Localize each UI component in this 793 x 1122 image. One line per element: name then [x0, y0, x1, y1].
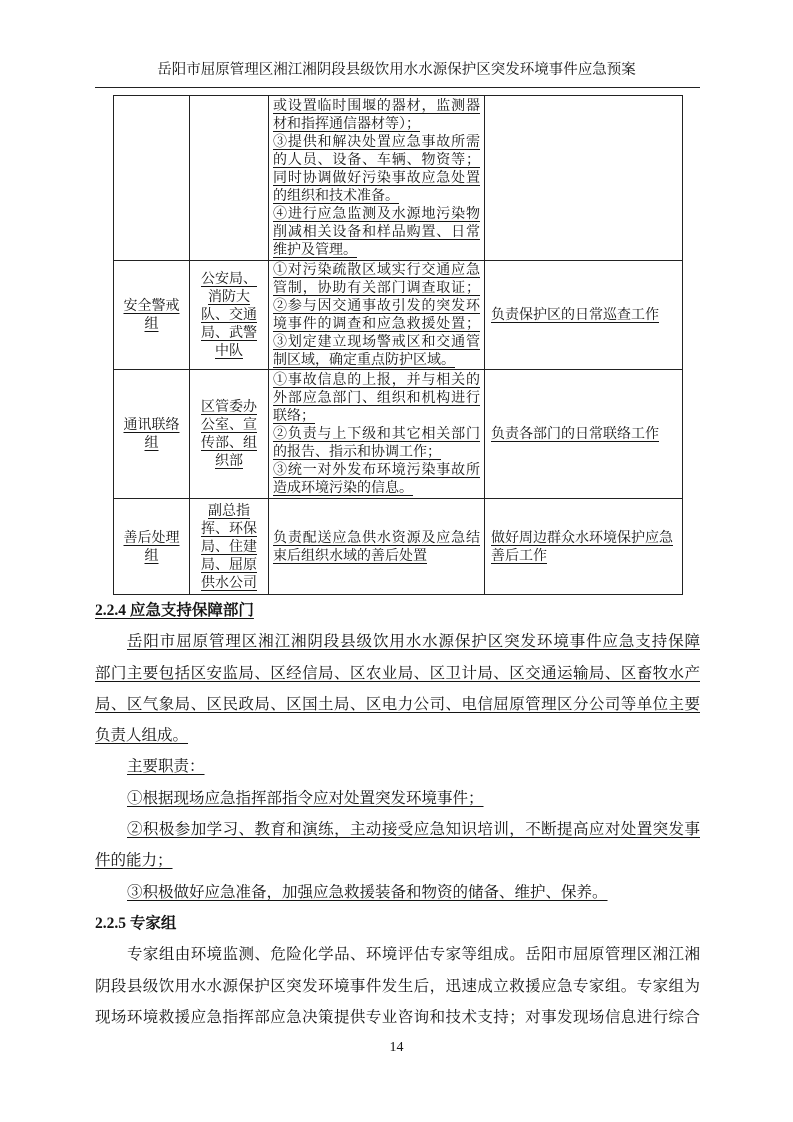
paragraph-line: 阴段县级饮用水水源保护区突发环境事件发生后，迅速成立救援应急专家组。专家组为	[95, 976, 700, 995]
section-heading: 2.2.4 应急支持保障部门	[95, 602, 254, 619]
duty-item-line: ③积极做好应急准备，加强应急救援装备和物资的储备、维护、保养。	[127, 882, 608, 901]
duties-line: ①对污染疏散区域实行交通应急	[273, 262, 480, 278]
duties-cell	[269, 261, 485, 370]
duties-cell	[269, 96, 485, 261]
departments-cell	[190, 499, 269, 595]
departments-line: 中队	[215, 343, 243, 359]
duties-cell	[269, 370, 485, 499]
paragraph-line: 专家组由环境监测、危险化学品、环境评估专家等组成。岳阳市屈原管理区湘江湘	[127, 945, 700, 964]
group-name-line: 组	[144, 435, 159, 451]
routine-cell	[485, 499, 683, 595]
table-row	[114, 499, 683, 595]
group-name-line: 善后处理	[123, 529, 180, 546]
body-sections	[95, 595, 700, 1033]
header-rule	[95, 87, 700, 88]
departments-cell	[190, 96, 269, 261]
routine-duty-line: 做好周边群众水环境保护应急	[491, 529, 673, 546]
duty-item-line: 件的能力；	[95, 851, 173, 870]
table-row	[114, 370, 683, 499]
duties-title: 主要职责：	[127, 757, 205, 776]
table-row	[114, 96, 683, 261]
duties-line: ③提供和解决处置应急事故所需	[273, 134, 480, 150]
departments-line: 副总指	[208, 502, 250, 519]
duties-line: ②负责与上下级和其它相关部门	[273, 426, 480, 442]
paragraph-line: 负责人组成。	[95, 726, 189, 745]
duties-line: 的组织和技术准备。	[273, 188, 399, 204]
group-cell	[114, 499, 190, 595]
departments-line: 织部	[215, 453, 243, 469]
departments-line: 局、住建	[201, 538, 257, 555]
duties-line: 境事件的调查和应急救援处置；	[273, 316, 480, 332]
departments-line: 公室、宣	[201, 417, 257, 433]
group-name-line: 安全警戒	[123, 298, 180, 314]
departments-line: 区管委办	[201, 399, 257, 415]
routine-cell	[485, 370, 683, 499]
duty-table	[113, 95, 683, 595]
paragraph-line: 现场环境救援应急指挥部应急决策提供专业咨询和技术支持；对事发现场信息进行综合	[95, 1007, 700, 1026]
duties-line: 的报告、指示和协调工作；	[273, 444, 441, 460]
paragraph-line: 部门主要包括区安监局、区经信局、区农业局、区卫计局、区交通运输局、区畜牧水产	[95, 663, 700, 682]
duties-cell	[269, 499, 485, 595]
duties-line: 联络；	[273, 408, 315, 424]
departments-cell	[190, 261, 269, 370]
duties-line: ②参与因交通事故引发的突发环	[273, 298, 480, 314]
group-name-line: 通讯联络	[123, 417, 180, 433]
duties-line: ③统一对外发布环境污染事故所	[273, 462, 480, 478]
duties-line: ③划定建立现场警戒区和交通管	[273, 334, 480, 350]
routine-duty-line: 善后工作	[491, 547, 547, 564]
group-cell	[114, 370, 190, 499]
duties-line: 制区域，确定重点防护区域。	[273, 352, 455, 368]
table-row	[114, 261, 683, 370]
departments-line: 挥、环保	[201, 520, 257, 537]
departments-line: 队、交通	[201, 307, 257, 323]
duties-line: 的人员、设备、车辆、物资等；	[273, 152, 480, 168]
duty-item-line: ①根据现场应急指挥部指令应对处置突发环境事件；	[127, 788, 484, 807]
header-title: 岳阳市屈原管理区湘江湘阴段县级饮用水水源保护区突发环境事件应急预案	[157, 62, 636, 78]
routine-duty-line: 负责保护区的日常巡查工作	[491, 307, 659, 323]
departments-line: 供水公司	[201, 574, 257, 591]
departments-line: 局、屈原	[201, 556, 257, 573]
duties-line: 材和指挥通信器材等）；	[273, 116, 420, 132]
duties-line: 或设置临时围堰的器材，监测器	[273, 98, 480, 114]
departments-line: 消防大	[208, 289, 250, 305]
duties-line: 削减相关设备和样品购置、日常	[273, 224, 480, 240]
routine-cell	[485, 96, 683, 261]
duties-line: 外部应急部门、组织和机构进行	[273, 390, 480, 406]
duties-line: 束后组织水域的善后处置	[273, 547, 427, 564]
duties-line: 管制，协助有关部门调查取证；	[273, 280, 480, 296]
duties-line: 维护及管理。	[273, 242, 357, 258]
duties-line: ④进行应急监测及水源地污染物	[273, 206, 480, 222]
paragraph-line: 岳阳市屈原管理区湘江湘阴段县级饮用水水源保护区突发环境事件应急支持保障	[127, 632, 700, 651]
duty-item-line: ②积极参加学习、教育和演练，主动接受应急知识培训，不断提高应对处置突发事	[127, 820, 700, 839]
duties-line: ①事故信息的上报，并与相关的	[273, 372, 480, 388]
group-name-line: 组	[144, 547, 159, 564]
group-name-line: 组	[144, 316, 159, 332]
departments-line: 传部、组	[201, 435, 257, 451]
routine-duty-line: 负责各部门的日常联络工作	[491, 426, 659, 442]
duties-line: 同时协调做好污染事故应急处置	[273, 170, 480, 186]
departments-line: 公安局、	[201, 271, 257, 287]
departments-cell	[190, 370, 269, 499]
departments-line: 局、武警	[201, 325, 257, 341]
routine-cell	[485, 261, 683, 370]
group-cell	[114, 261, 190, 370]
section-heading: 2.2.5 专家组	[95, 914, 177, 932]
paragraph-line: 局、区气象局、区民政局、区国土局、区电力公司、电信屈原管理区分公司等单位主要	[95, 694, 700, 713]
duties-line: 造成环境污染的信息。	[273, 480, 413, 496]
group-cell	[114, 96, 190, 261]
page-number: 14	[389, 1040, 404, 1055]
duties-line: 负责配送应急供水资源及应急结	[273, 529, 480, 546]
